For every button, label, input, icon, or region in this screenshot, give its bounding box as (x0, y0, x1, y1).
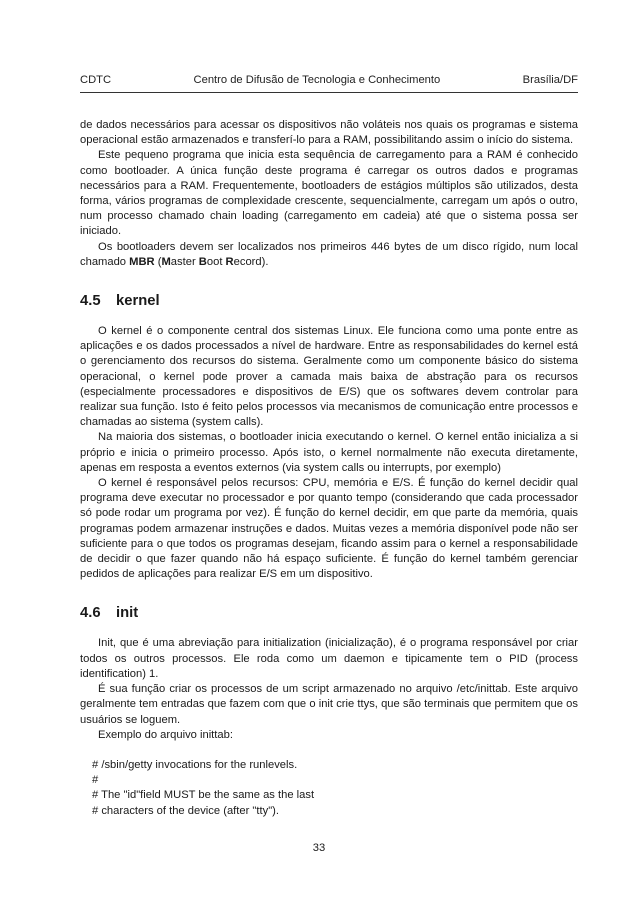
section-title: init (116, 605, 139, 622)
page-number: 33 (312, 842, 326, 854)
paragraph: Exemplo do arquivo inittab: (98, 728, 233, 741)
bold-letter: B (198, 255, 207, 268)
text-run: aster (170, 255, 199, 268)
paragraph: Este pequeno programa que inicia esta sequência de carregamento para a RAM é conhecido como bootloader. A única função deste programa é carregar os outros dados e programas necessários para a RAM. Frequentemente, bootloaders de estágios múltiplos são utilizados, desta forma, vários programas de complexidade crescente, sequencialmente, carregam um após o outro, num processo chamado chain loading (carregamento em cadeia) até que o sistema possa ser iniciado. (80, 149, 578, 238)
section-number: 4.6 (80, 605, 101, 622)
paragraph: É sua função criar os processos de um script armazenado no arquivo /etc/inittab. Este arquivo geralmente tem entradas que fazem com que o init crie ttys, que são terminais que permitem que os usuários se loguem. (80, 683, 578, 726)
code-line: # /sbin/getty invocations for the runlevels. (92, 758, 298, 771)
bold-letter: R (225, 255, 234, 268)
paragraph: Init, que é uma abreviação para initialization (inicialização), é o programa responsável por criar todos os outros processos. Ele roda como um daemon e tipicamente tem o PID (process identification) 1. (80, 637, 578, 680)
paragraph (80, 240, 578, 270)
header-rule (80, 92, 578, 93)
code-line: # The "id"field MUST be the same as the last (92, 789, 315, 802)
running-header (80, 74, 578, 86)
header-center: Centro de Difusão de Tecnologia e Conhecimento (193, 74, 441, 86)
bold-letter: M (161, 255, 171, 268)
section-number: 4.5 (80, 293, 101, 310)
header-left: CDTC (80, 74, 112, 86)
header-right: Brasília/DF (522, 74, 578, 86)
page-body (80, 118, 578, 819)
code-example (80, 758, 578, 819)
section-heading-init (80, 604, 578, 622)
paragraph: O kernel é o componente central dos sistemas Linux. Ele funciona como uma ponte entre as aplicações e os dados processados a nível de hardware. Entre as responsabilidades do kernel está o gerenciamento dos recursos do sistema. Geralmente como um componente básico do sistema operacional, o kernel pode prover a camada mais baixa de abstração para os recursos (especialmente processadores e dispositivos de E/S) que os softwares devem controlar para realizar sua função. Isto é feito pelos processos via mecanismos de comunicação entre processos e chamadas ao sistema (system calls). (80, 325, 578, 429)
section-heading-kernel (80, 292, 578, 310)
code-line: # (92, 774, 99, 787)
section-title: kernel (116, 293, 160, 310)
text-run: Os bootloaders devem ser localizados nos primeiros 446 bytes de um disco rígido, num local chamado (80, 240, 578, 268)
text-run: ecord). (233, 255, 269, 268)
paragraph: O kernel é responsável pelos recursos: CPU, memória e E/S. É função do kernel decidir qual programa deve executar no processador e por quanto tempo (considerando que cada processador só pode rodar um programa por vez). É função do kernel decidir, em que parte da memória, quais programas podem armazenar instruções e dados. Muitas vezes a memória disponível pode não ser suficiente para o que todos os programas desejam, ficando assim para o kernel a responsabilidade de decidir o que fazer quando não há espaço suficiente. É função do kernel também gerenciar pedidos de aplicações para realizar E/S em um dispositivo. (80, 477, 578, 581)
paragraph: Na maioria dos sistemas, o bootloader inicia executando o kernel. O kernel então inicializa a si próprio e inicia o primeiro processo. Após isto, o kernel normalmente não executa diretamente, apenas em resposta a eventos externos (via system calls ou interrupts, por exemplo) (80, 431, 578, 474)
code-line: # characters of the device (after "tty"). (92, 804, 280, 817)
text-run: ( (154, 255, 162, 268)
text-run: oot (206, 255, 226, 268)
paragraph: de dados necessários para acessar os dispositivos não voláteis nos quais os programas e sistema operacional estão armazenados e transferí-lo para a RAM, possibilitando assim o início do sistema. (80, 119, 578, 147)
bold-term: MBR (129, 255, 155, 268)
